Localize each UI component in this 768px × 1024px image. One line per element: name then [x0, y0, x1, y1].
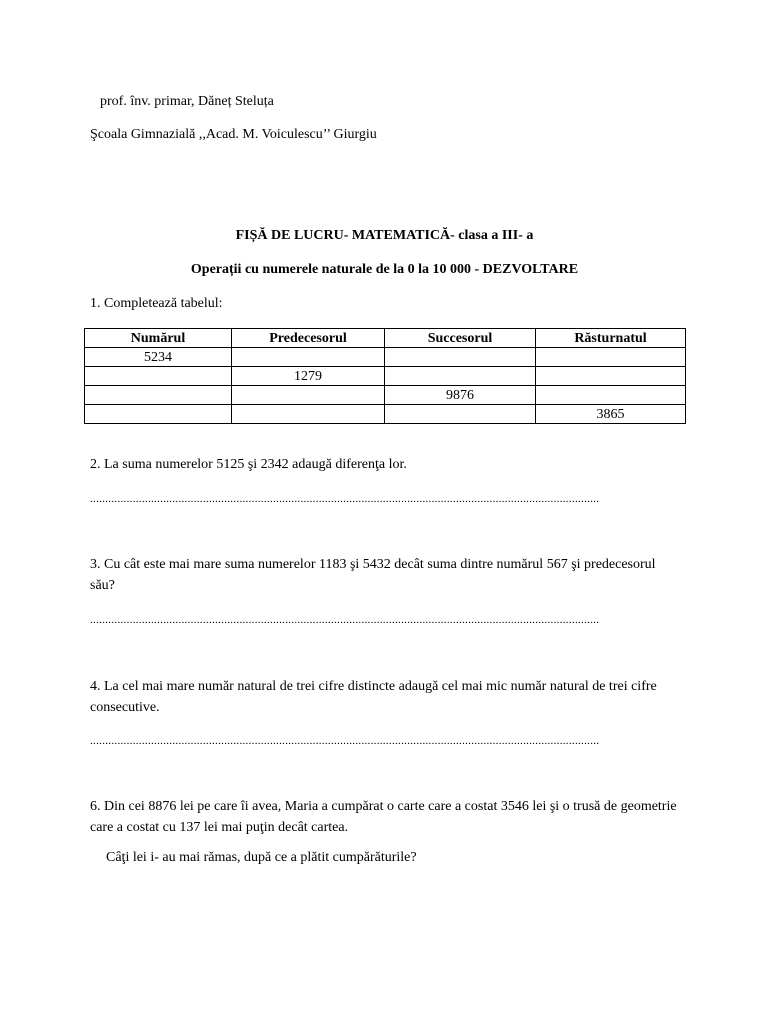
table-header-row [85, 329, 686, 348]
task-6-text: 6. Din cei 8876 lei pe care îi avea, Maria a cumpărat o carte care a costat 3546 lei şi o trusă de geometrie care a costat cu 137 lei mai puţin decât cartea. [90, 799, 677, 835]
task-6-question: Câţi lei i- au mai rămas, după ce a plătit cumpărăturile? [106, 850, 417, 865]
table-cell [232, 348, 385, 367]
table-row [85, 348, 686, 367]
table-cell [385, 348, 536, 367]
task-2-text: 2. La suma numerelor 5125 şi 2342 adaugă diferenţa lor. [90, 457, 407, 472]
task-3-text: 3. Cu cât este mai mare suma numerelor 1183 şi 5432 decât suma dintre numărul 567 şi predecesorul său? [90, 557, 656, 593]
task-2-answer-line: ....................................................................................................................................................................... [90, 493, 600, 505]
table-cell [232, 386, 385, 405]
header-succesorul: Succesorul [385, 329, 536, 348]
task-4-answer-line: ....................................................................................................................................................................... [90, 735, 600, 747]
task-3-answer-line: ....................................................................................................................................................................... [90, 614, 600, 626]
school-line: Şcoala Gimnazială ,,Acad. M. Voiculescu’’ Giurgiu [90, 127, 377, 142]
task-1-text: 1. Completează tabelul: [90, 296, 223, 311]
table-cell [232, 405, 385, 424]
table-cell [536, 386, 686, 405]
table-row [85, 386, 686, 405]
worksheet-subtitle: Operații cu numerele naturale de la 0 la 10 000 - DEZVOLTARE [190, 262, 579, 277]
table-cell: 3865 [536, 405, 686, 424]
header-predecesorul: Predecesorul [232, 329, 385, 348]
number-table [84, 328, 686, 424]
table-cell: 5234 [85, 348, 232, 367]
table-cell [85, 405, 232, 424]
table-cell [536, 367, 686, 386]
header-rasturnatul: Răsturnatul [536, 329, 686, 348]
table-cell [85, 386, 232, 405]
table-row [85, 367, 686, 386]
author-line: prof. înv. primar, Dăneț Steluța [100, 94, 274, 109]
table-row [85, 405, 686, 424]
table-cell [385, 367, 536, 386]
table-cell [85, 367, 232, 386]
table-cell: 9876 [385, 386, 536, 405]
table-cell: 1279 [232, 367, 385, 386]
table-cell [385, 405, 536, 424]
header-numarul: Numărul [85, 329, 232, 348]
worksheet-title: FIȘĂ DE LUCRU- MATEMATICĂ- clasa a III- a [235, 228, 534, 243]
table-cell [536, 348, 686, 367]
task-4-text: 4. La cel mai mare număr natural de trei cifre distincte adaugă cel mai mic număr natural de trei cifre consecutive. [90, 679, 657, 715]
